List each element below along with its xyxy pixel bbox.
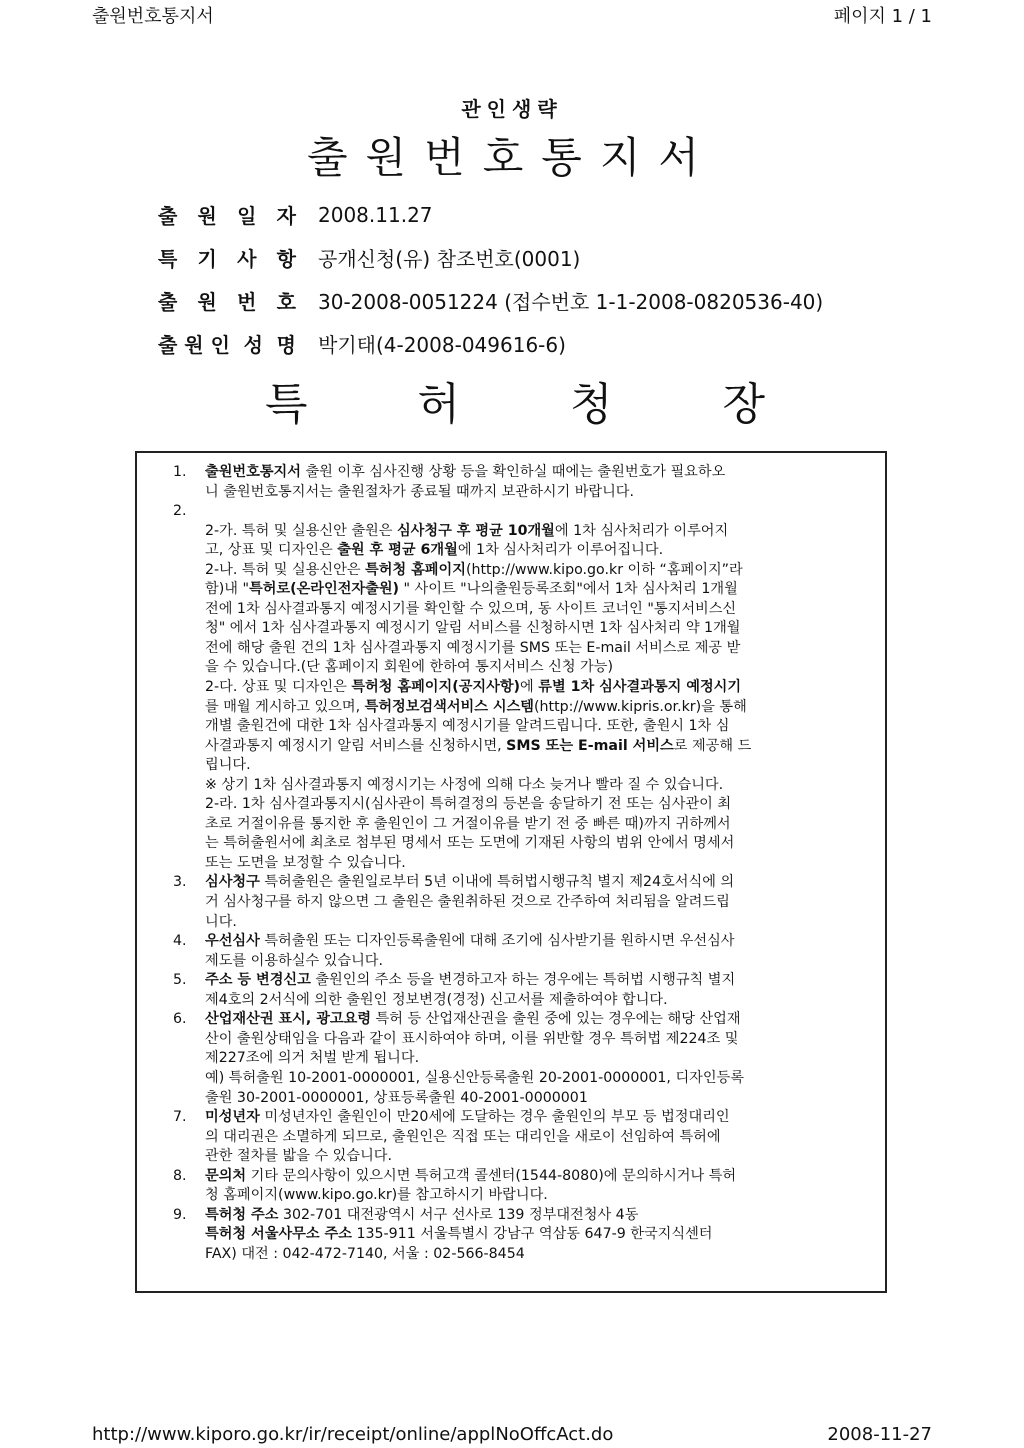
note-text-run: 청 홈페이지(www.kipo.go.kr)를 참고하시기 바랍니다. — [205, 1187, 548, 1204]
note-line — [205, 1010, 873, 1030]
note-bold-text: 산업재산권 표시, 광고요령 — [205, 1011, 372, 1028]
note-item — [173, 1108, 873, 1167]
note-bold-text: 문의처 — [205, 1167, 247, 1184]
note-bold-text: SMS 또는 E-mail 서비스 — [506, 737, 674, 754]
note-line — [205, 1128, 873, 1148]
info-value: 30-2008-0051224 (접수번호 1-1-2008-0820536-40) — [318, 290, 824, 314]
note-text-run: 니 출원번호통지서는 출원절차가 종료될 때까지 보관하시기 바랍니다. — [205, 483, 635, 500]
note-text-run: 2-다. 상표 및 디자인은 — [205, 679, 352, 696]
note-text-run: 또는 도면을 보정할 수 있습니다. — [205, 854, 406, 871]
info-row — [158, 236, 823, 279]
note-bold-text: 특허청 홈페이지 — [365, 561, 466, 578]
note-text-run: 2-나. 특허 및 실용신안은 — [205, 561, 366, 578]
note-text-run: 특허출원 또는 디자인등록출원에 대해 조기에 심사받기를 원하시면 우선심사 — [259, 933, 735, 950]
note-text-run: 제도를 이용하실수 있습니다. — [205, 952, 383, 969]
note-number: 1. — [173, 464, 187, 480]
note-text-run: 2-라. 1차 심사결과통지시(심사관이 특허결정의 등본을 송달하기 전 또는 심사관이 최 — [205, 796, 732, 813]
info-value: 박기태(4-2008-049616-6) — [318, 333, 566, 357]
note-bold-text: 심사청구 — [205, 874, 260, 891]
note-bold-text: 특허로(온라인전자출원) — [248, 581, 400, 598]
note-line — [205, 717, 873, 737]
note-text — [205, 873, 873, 932]
notice-box — [135, 451, 887, 1293]
note-text-run: FAX) 대전 : 042-472-7140, 서울 : 02-566-8454 — [205, 1245, 525, 1262]
info-row — [158, 322, 823, 365]
note-text-run: 의 대리권은 소멸하게 되므로, 출원인은 직접 또는 대리인을 새로이 선임하여 특허에 — [205, 1128, 721, 1145]
info-row — [158, 279, 823, 322]
note-number: 8. — [173, 1167, 187, 1184]
note-bold-text: 특허청 서울사무소 주소 — [205, 1226, 352, 1243]
note-text-run: 관한 절차를 밟을 수 있습니다. — [205, 1148, 393, 1165]
note-bold-text: 특허청 홈페이지(공지사항) — [351, 679, 521, 696]
note-text-run: 출원인의 주소 등을 변경하고자 하는 경우에는 특허법 시행규칙 별지 — [310, 972, 736, 989]
note-text — [205, 1010, 873, 1108]
note-text-run: 거 심사청구를 하지 않으면 그 출원은 출원취하된 것으로 간주하여 처리됨을 알려드립 — [205, 894, 730, 911]
note-line — [205, 737, 873, 757]
note-text-run: 제4호의 2서식에 의한 출원인 정보변경(경정) 신고서를 제출하여야 합니다. — [205, 991, 668, 1008]
note-line — [205, 952, 873, 972]
note-line — [205, 932, 873, 952]
note-item — [173, 932, 873, 971]
note-item — [173, 873, 873, 932]
note-line — [205, 1089, 873, 1109]
note-line — [205, 658, 873, 678]
note-item — [173, 1010, 873, 1108]
note-text-run: 출원 이후 심사진행 상황 등을 확인하실 때에는 출원번호가 필요하오 — [300, 464, 726, 480]
note-text-run: 를 매월 게시하고 있으며, — [205, 698, 365, 715]
note-text-run: 는 특허출원서에 최초로 첨부된 명세서 또는 도면에 기재된 사항의 범위 안에서 명세서 — [205, 835, 735, 852]
note-line — [205, 1049, 873, 1069]
note-bold-text: 특허정보검색서비스 시스템 — [364, 698, 535, 715]
note-text-run: 302-701 대전광역시 서구 선사로 139 정부대전청사 4동 — [278, 1206, 639, 1223]
note-text-run: 출원 30-2001-0000001, 상표등록출원 40-2001-0000001 — [205, 1089, 588, 1106]
note-line — [205, 580, 873, 600]
note-text-run: 니다. — [205, 913, 237, 930]
note-text-run: 에 1차 심사처리가 이루어집니다. — [457, 542, 664, 559]
note-line — [205, 873, 873, 893]
note-line — [205, 483, 873, 503]
note-number: 3. — [173, 874, 187, 891]
note-line — [205, 795, 873, 815]
document-title: 출원번호통지서 — [306, 133, 717, 182]
notice-list — [173, 463, 873, 1264]
note-bold-text: 심사청구 후 평균 10개월 — [396, 522, 555, 539]
note-line — [205, 1225, 873, 1245]
note-text-run: 기타 문의사항이 있으시면 특허고객 콜센터(1544-8080)에 문의하시거나 특허 — [246, 1167, 737, 1184]
note-text — [205, 1108, 873, 1167]
note-line — [205, 971, 873, 991]
seal-omitted-text: 관인생략 — [461, 97, 563, 121]
note-line — [205, 756, 873, 776]
note-line — [205, 619, 873, 639]
note-text — [205, 971, 873, 1010]
note-text-run: (http://www.kipo.go.kr 이하 “홈페이지”라 — [465, 561, 743, 578]
note-line — [205, 815, 873, 835]
application-info — [158, 193, 823, 365]
footer-url: http://www.kiporo.go.kr/ir/receipt/online/applNoOffcAct.do — [92, 1424, 614, 1445]
note-item — [173, 463, 873, 502]
footer-date: 2008-11-27 — [827, 1424, 932, 1445]
note-text-run: 청" 에서 1차 심사결과통지 예정시기 알림 서비스를 신청하시면 1차 심사처리 약 1개월 — [205, 620, 741, 637]
note-text-run: 특허 등 산업재산권을 출원 중에 있는 경우에는 해당 산업재 — [371, 1011, 741, 1028]
note-text — [205, 1206, 873, 1265]
note-bold-text: 류별 1차 심사결과통지 예정시기 — [538, 679, 742, 696]
info-value: 공개신청(유) 참조번호(0001) — [318, 247, 581, 271]
note-line — [205, 1030, 873, 1050]
note-number: 4. — [173, 933, 187, 950]
note-line — [205, 600, 873, 620]
note-text-run: " 사이트 "나의출원등록조회"에서 1차 심사처리 1개월 — [399, 581, 738, 598]
note-item — [173, 502, 873, 873]
note-text-run: (http://www.kipris.or.kr)을 통해 — [534, 698, 747, 715]
info-value: 2008.11.27 — [318, 202, 433, 227]
note-text-run: ※ 상기 1차 심사결과통지 예정시기는 사정에 의해 다소 늦거나 빨라 질 수 있습니다. — [205, 776, 724, 793]
note-bold-text: 미성년자 — [205, 1109, 260, 1126]
note-line — [205, 639, 873, 659]
note-line — [205, 834, 873, 854]
info-label: 특 기 사 항 — [158, 247, 296, 271]
note-line — [205, 698, 873, 718]
note-text — [205, 932, 873, 971]
note-line — [205, 1167, 873, 1187]
note-line — [205, 1245, 873, 1265]
note-line — [205, 913, 873, 933]
note-text-run: 에 1차 심사처리가 이루어지 — [554, 522, 729, 539]
note-text — [205, 463, 873, 502]
note-bold-text: 우선심사 — [205, 933, 260, 950]
note-text-run: 함)내 " — [205, 581, 249, 598]
note-bold-text: 주소 등 변경신고 — [205, 972, 311, 989]
note-bold-text: 특허청 주소 — [205, 1206, 279, 1223]
note-number: 5. — [173, 972, 187, 989]
note-bold-text: 출원 후 평균 6개월 — [337, 542, 458, 559]
note-line — [205, 541, 873, 561]
note-line — [205, 854, 873, 874]
note-line — [205, 502, 873, 522]
note-line — [205, 991, 873, 1011]
note-text-run: 전에 해당 출원 건의 1차 심사결과통지 예정시기를 SMS 또는 E-mail 서비스로 제공 받 — [205, 639, 741, 656]
note-text — [205, 502, 873, 873]
issuer-char: 허 — [417, 379, 460, 430]
note-line — [205, 893, 873, 913]
note-text-run: 로 제공해 드 — [673, 737, 752, 754]
note-item — [173, 1206, 873, 1265]
note-number: 2. — [173, 503, 187, 520]
note-line — [205, 1186, 873, 1206]
note-text-run: 사결과통지 예정시기 알림 서비스를 신청하시면, — [205, 737, 507, 754]
note-line — [205, 1147, 873, 1167]
header-document-name: 출원번호통지서 — [92, 6, 214, 27]
note-line — [205, 463, 873, 483]
note-text-run: 예) 특허출원 10-2001-0000001, 실용신안등록출원 20-2001-0000001, 디자인등록 — [205, 1069, 744, 1086]
note-number: 9. — [173, 1206, 187, 1223]
note-text-run: 초로 거절이유를 통지한 후 출원인이 그 거절이유를 받기 전 중 빠른 때)까지 귀하께서 — [205, 815, 731, 832]
info-label: 출 원 인 성 명 — [158, 333, 296, 357]
note-text-run: 특허출원은 출원일로부터 5년 이내에 특허법시행규칙 별지 제24호서식에 의 — [259, 874, 735, 891]
note-text-run: 에 — [520, 679, 539, 696]
note-text-run: 개별 출원건에 대한 1차 심사결과통지 예정시기를 알려드립니다. 또한, 출원시 1차 심 — [205, 718, 730, 735]
note-text-run: 전에 1차 심사결과통지 예정시기를 확인할 수 있으며, 동 사이트 코너인 "통지서비스신 — [205, 600, 737, 617]
note-text — [205, 1167, 873, 1206]
note-text-run: 립니다. — [205, 757, 251, 774]
note-line — [205, 1108, 873, 1128]
note-text-run: 제227조에 의거 처벌 받게 됩니다. — [205, 1050, 420, 1067]
note-text-run: 을 수 있습니다.(단 홈페이지 회원에 한하여 통지서비스 신청 가능) — [205, 659, 613, 676]
note-line — [205, 776, 873, 796]
info-row — [158, 193, 823, 236]
issuer-name — [265, 368, 765, 432]
note-text-run: 135-911 서울특별시 강남구 역삼동 647-9 한국지식센터 — [351, 1226, 713, 1243]
note-text-run: 미성년자인 출원인이 만20세에 도달하는 경우 출원인의 부모 등 법정대리인 — [259, 1109, 730, 1126]
note-text-run: 산이 출원상태임을 다음과 같이 표시하여야 하며, 이를 위반할 경우 특허법 제224조 및 — [205, 1030, 739, 1047]
info-label: 출 원 일 자 — [158, 204, 296, 228]
note-item — [173, 971, 873, 1010]
issuer-char: 청 — [569, 379, 613, 430]
note-line — [205, 561, 873, 581]
note-item — [173, 1167, 873, 1206]
issuer-char: 특 — [265, 379, 308, 430]
note-number: 7. — [173, 1109, 187, 1126]
note-line — [205, 678, 873, 698]
header-page-number: 페이지 1 / 1 — [833, 6, 932, 27]
note-number: 6. — [173, 1011, 187, 1028]
info-label: 출 원 번 호 — [158, 290, 296, 314]
issuer-char: 장 — [722, 379, 765, 430]
note-bold-text: 출원번호통지서 — [205, 464, 301, 480]
note-line — [205, 1206, 873, 1226]
note-line — [205, 522, 873, 542]
note-text-run: 2-가. 특허 및 실용신안 출원은 — [205, 522, 397, 539]
note-line — [205, 1069, 873, 1089]
note-text-run: 고, 상표 및 디자인은 — [205, 542, 338, 559]
